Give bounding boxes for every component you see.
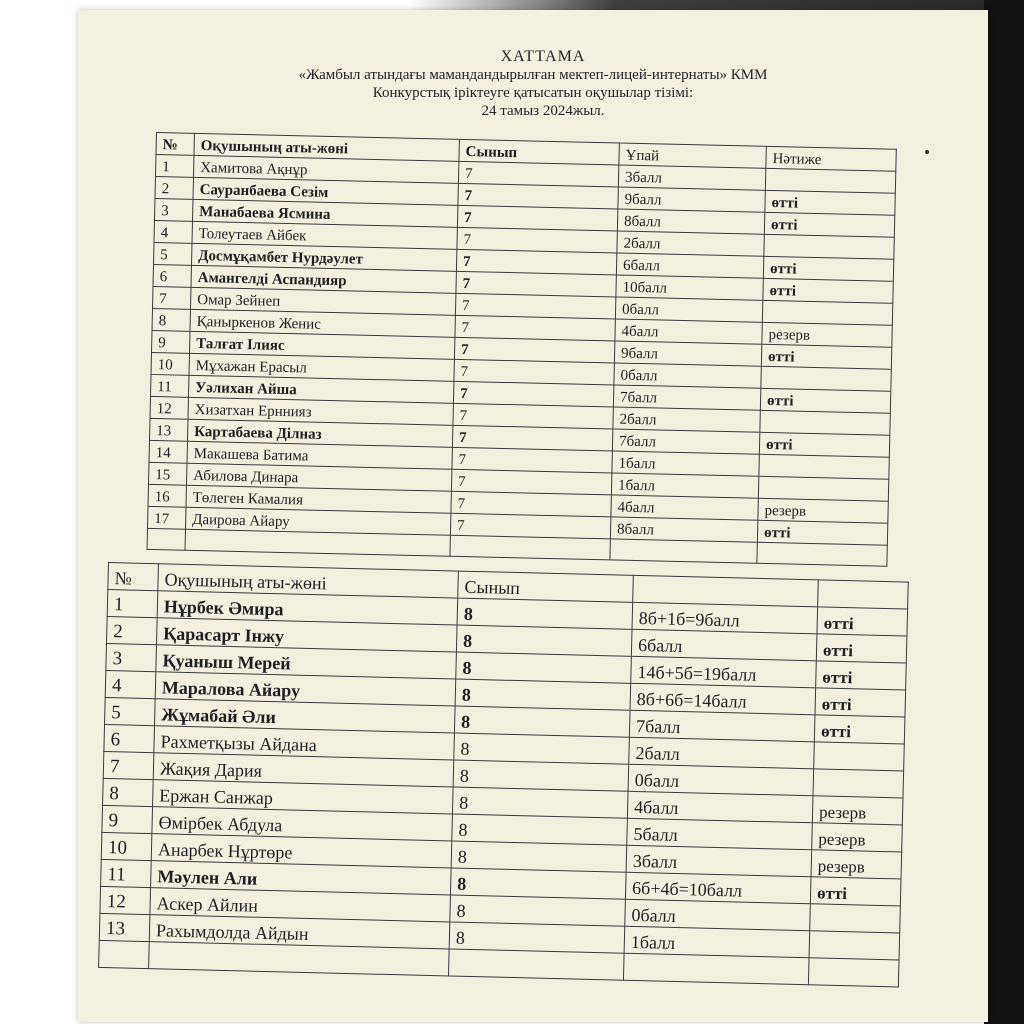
row-number: 4 bbox=[105, 670, 156, 698]
student-name: Рахметқызы Айдана bbox=[154, 726, 455, 760]
student-name: Төлеген Камалия bbox=[186, 485, 451, 513]
row-number: 1 bbox=[155, 155, 193, 178]
row-number: 16 bbox=[148, 484, 186, 507]
grade-cell: 8 bbox=[451, 841, 627, 872]
result-cell: өтті bbox=[757, 520, 887, 545]
grade-cell: 7 bbox=[451, 491, 611, 517]
row-number: 11 bbox=[101, 859, 152, 887]
student-name: Мәулен Али bbox=[151, 861, 452, 895]
empty-cell bbox=[147, 528, 185, 550]
score-cell: 8балл bbox=[617, 209, 764, 234]
student-name: Маралова Айару bbox=[155, 672, 456, 706]
empty-cell bbox=[448, 949, 624, 980]
row-number: 4 bbox=[154, 220, 192, 243]
student-name: Мұхажан Ерасыл bbox=[189, 353, 454, 381]
grade-cell: 7 bbox=[454, 337, 614, 363]
score-cell: 2балл bbox=[613, 407, 760, 432]
score-cell: 7балл bbox=[612, 429, 759, 454]
row-number: 10 bbox=[101, 832, 152, 860]
grade-cell: 7 bbox=[455, 293, 615, 319]
row-number: 5 bbox=[153, 242, 191, 265]
row-number: 6 bbox=[104, 724, 155, 752]
row-number: 8 bbox=[152, 308, 190, 331]
score-cell: 9балл bbox=[618, 187, 765, 212]
row-number: 6 bbox=[153, 264, 191, 287]
row-number: 7 bbox=[152, 286, 190, 309]
student-name: Нұрбек Әмира bbox=[157, 591, 458, 625]
result-cell: өтті bbox=[765, 190, 895, 215]
row-number: 17 bbox=[148, 506, 186, 529]
result-cell: өтті bbox=[810, 877, 901, 906]
header-cell: Сынып bbox=[459, 139, 619, 165]
score-cell: 1балл bbox=[612, 451, 759, 476]
grade-cell: 8 bbox=[456, 652, 632, 683]
grade-cell: 8 bbox=[457, 598, 633, 629]
student-name: Рахымдолда Айдын bbox=[149, 915, 450, 949]
student-name: Талғат Ілияс bbox=[189, 331, 454, 359]
result-cell: резерв bbox=[758, 498, 888, 523]
score-cell: 8б+6б=14балл bbox=[630, 683, 816, 715]
score-cell: 2балл bbox=[617, 231, 764, 256]
score-cell: 1балл bbox=[611, 473, 758, 498]
result-cell bbox=[760, 410, 890, 435]
score-cell: 3балл bbox=[626, 845, 812, 877]
result-cell: резерв bbox=[812, 823, 903, 852]
row-number: 2 bbox=[155, 176, 193, 199]
student-name: Уәлихан Айша bbox=[188, 375, 453, 403]
grade-cell: 8 bbox=[452, 787, 628, 818]
grade-cell: 7 bbox=[457, 227, 617, 253]
row-number: 15 bbox=[149, 462, 187, 485]
student-name: Абилова Динара bbox=[186, 463, 451, 491]
score-cell: 0балл bbox=[625, 899, 811, 931]
result-cell: өтті bbox=[764, 212, 894, 237]
student-name: Жақия Дария bbox=[153, 753, 454, 787]
result-cell: өтті bbox=[760, 388, 890, 413]
header-cell: № bbox=[108, 563, 159, 591]
header-cell: Ұпай bbox=[619, 143, 766, 168]
student-name: Досмұқамбет Нурдәулет bbox=[191, 243, 456, 271]
row-number: 7 bbox=[103, 751, 154, 779]
grade-cell: 7 bbox=[452, 425, 612, 451]
grade-cell: 7 bbox=[457, 205, 617, 231]
score-cell: 5балл bbox=[627, 818, 813, 850]
student-name: Ержан Санжар bbox=[153, 780, 454, 814]
result-cell: резерв bbox=[762, 322, 892, 347]
student-name: Жұмабай Әли bbox=[155, 699, 456, 733]
student-name: Қаныркенов Женис bbox=[190, 309, 455, 337]
row-number: 3 bbox=[154, 198, 192, 221]
result-cell bbox=[761, 366, 891, 391]
grade-cell: 7 bbox=[453, 403, 613, 429]
grade-cell: 7 bbox=[458, 161, 618, 187]
student-name: Толеутаев Айбек bbox=[192, 221, 457, 249]
background-right bbox=[984, 0, 1024, 1024]
result-cell: өтті bbox=[763, 278, 893, 303]
header-cell: Сынып bbox=[458, 571, 634, 602]
result-cell bbox=[809, 931, 900, 960]
result-cell: өтті bbox=[816, 661, 907, 690]
header-cell: Оқушының аты-жөні bbox=[194, 133, 459, 161]
score-cell: 14б+5б=19балл bbox=[631, 656, 817, 688]
result-cell: өтті bbox=[815, 688, 906, 717]
result-cell: өтті bbox=[761, 344, 891, 369]
result-cell bbox=[813, 769, 904, 798]
result-cell: өтті bbox=[817, 607, 908, 636]
result-cell bbox=[765, 168, 895, 193]
score-cell: 0балл bbox=[628, 764, 814, 796]
header-line-2: Конкурстық іріктеуге қатысатын оқушылар тізімі: bbox=[372, 85, 694, 101]
empty-cell bbox=[450, 535, 610, 560]
result-cell: өтті bbox=[816, 634, 907, 663]
result-cell: өтті bbox=[814, 715, 905, 744]
score-cell: 7балл bbox=[613, 385, 760, 410]
row-number: 5 bbox=[105, 697, 156, 725]
row-number: 10 bbox=[151, 352, 189, 375]
score-cell: 8балл bbox=[610, 517, 757, 542]
grade-cell: 7 bbox=[453, 381, 613, 407]
row-number: 11 bbox=[150, 374, 188, 397]
score-cell: 4балл bbox=[627, 791, 813, 823]
header-cell bbox=[818, 580, 909, 609]
grade-cell: 7 bbox=[450, 513, 610, 539]
score-cell: 1балл bbox=[624, 926, 810, 958]
grade-cell: 8 bbox=[449, 922, 625, 953]
header-line-3: 24 тамыз 2024жыл. bbox=[481, 103, 605, 119]
result-cell bbox=[764, 234, 894, 259]
result-cell: резерв bbox=[811, 850, 902, 879]
grade-cell: 8 bbox=[452, 814, 628, 845]
student-name: Өмірбек Абдула bbox=[152, 807, 453, 841]
score-cell: 0балл bbox=[615, 297, 762, 322]
result-cell: өтті bbox=[759, 432, 889, 457]
document-title: ХАТТАМА bbox=[500, 48, 586, 65]
grade7-table bbox=[147, 132, 897, 567]
header-cell: № bbox=[156, 133, 194, 156]
row-number: 8 bbox=[103, 778, 154, 806]
result-cell bbox=[810, 904, 901, 933]
student-name: Манабаева Ясмина bbox=[192, 199, 457, 227]
score-cell: 7балл bbox=[629, 710, 815, 742]
score-cell: 8б+1б=9балл bbox=[632, 602, 818, 634]
grade-cell: 7 bbox=[452, 447, 612, 473]
student-name: Даирова Айару bbox=[185, 507, 450, 535]
student-name: Хамитова Ақнұр bbox=[193, 155, 458, 183]
row-number: 3 bbox=[106, 643, 157, 671]
row-number: 14 bbox=[149, 440, 187, 463]
student-name: Аскер Айлин bbox=[150, 888, 451, 922]
document-header bbox=[78, 48, 988, 120]
grade-cell: 8 bbox=[450, 895, 626, 926]
grade8-table bbox=[98, 562, 909, 987]
empty-cell bbox=[757, 542, 887, 566]
score-cell: 6балл bbox=[631, 629, 817, 661]
row-number: 13 bbox=[150, 418, 188, 441]
student-name: Хизатхан Ерннияз bbox=[188, 397, 453, 425]
student-name: Анарбек Нұртөре bbox=[151, 834, 452, 868]
student-name: Картабаева Ділназ bbox=[187, 419, 452, 447]
score-cell: 4балл bbox=[611, 495, 758, 520]
student-name: Қуаныш Мерей bbox=[156, 645, 457, 679]
result-cell bbox=[759, 454, 889, 479]
header-cell: Оқушының аты-жөні bbox=[158, 564, 459, 598]
score-cell: 4балл bbox=[615, 319, 762, 344]
grade-cell: 7 bbox=[454, 359, 614, 385]
student-name: Сауранбаева Сезім bbox=[193, 177, 458, 205]
grade-cell: 8 bbox=[456, 625, 632, 656]
grade-cell: 8 bbox=[453, 760, 629, 791]
empty-cell bbox=[623, 953, 809, 985]
grade-cell: 7 bbox=[458, 183, 618, 209]
grade-cell: 7 bbox=[451, 469, 611, 495]
row-number: 12 bbox=[150, 396, 188, 419]
ink-dot bbox=[925, 150, 929, 154]
result-cell bbox=[814, 742, 905, 771]
result-cell bbox=[762, 300, 892, 325]
score-cell: 2балл bbox=[629, 737, 815, 769]
score-cell: 0балл bbox=[614, 363, 761, 388]
result-cell: резерв bbox=[812, 796, 903, 825]
grade-cell: 8 bbox=[454, 706, 630, 737]
row-number: 12 bbox=[100, 886, 151, 914]
result-cell bbox=[758, 476, 888, 501]
grade-cell: 7 bbox=[455, 315, 615, 341]
row-number: 9 bbox=[151, 330, 189, 353]
result-cell: өтті bbox=[763, 256, 893, 281]
score-cell: 6б+4б=10балл bbox=[625, 872, 811, 904]
row-number: 9 bbox=[102, 805, 153, 833]
student-name: Макашева Батима bbox=[187, 441, 452, 469]
header-cell: Нәтиже bbox=[766, 146, 896, 171]
row-number: 2 bbox=[107, 616, 158, 644]
row-number: 13 bbox=[99, 913, 150, 941]
empty-cell bbox=[99, 940, 150, 968]
grade-cell: 8 bbox=[455, 679, 631, 710]
document-sheet bbox=[78, 10, 988, 1022]
student-name: Амангелді Аспандияр bbox=[191, 265, 456, 293]
score-cell: 3балл bbox=[618, 165, 765, 190]
empty-cell bbox=[808, 958, 899, 987]
row-number: 1 bbox=[107, 590, 158, 618]
empty-cell bbox=[610, 539, 757, 563]
student-name: Омар Зейнеп bbox=[190, 287, 455, 315]
score-cell: 6балл bbox=[616, 253, 763, 278]
grade-cell: 7 bbox=[456, 249, 616, 275]
score-cell: 10балл bbox=[616, 275, 763, 300]
grade-cell: 8 bbox=[450, 868, 626, 899]
student-name: Қарасарт Інжу bbox=[156, 618, 457, 652]
score-cell: 9балл bbox=[614, 341, 761, 366]
grade-cell: 7 bbox=[456, 271, 616, 297]
grade-cell: 8 bbox=[454, 733, 630, 764]
header-line-1: «Жамбыл атындағы мамандандырылған мектеп-лицей-интернаты» КММ bbox=[298, 67, 768, 83]
